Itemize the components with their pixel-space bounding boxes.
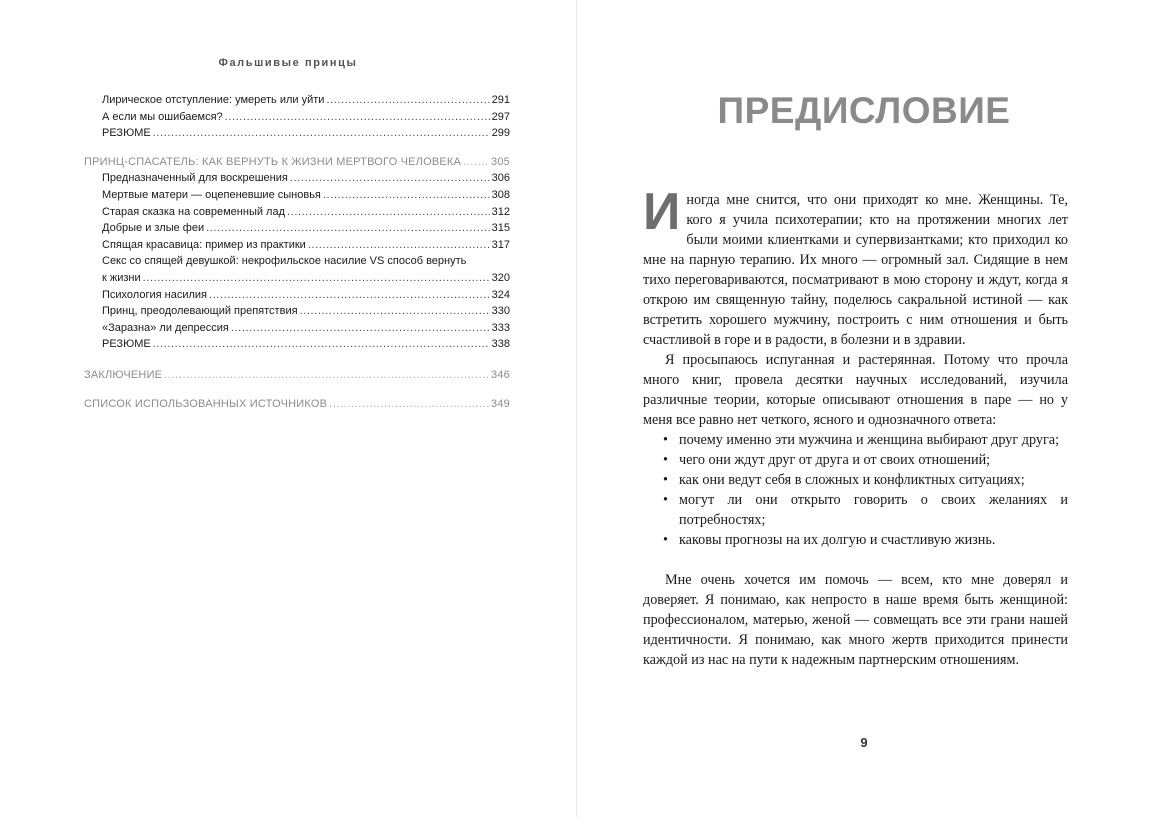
toc-entry-title: Старая сказка на современный лад [102,205,286,218]
toc-entry-title-line2: к жизни [102,271,141,284]
toc-entry[interactable] [84,187,510,204]
toc-entry-title: Психология насилия [102,288,207,301]
toc-entry-title: Предназначенный для воскрешения [102,172,288,185]
toc-entry[interactable] [84,287,510,304]
toc-entry-page: 317 [491,238,510,251]
toc-leader-dots [231,320,490,337]
toc-leader-dots [153,336,490,353]
toc-spacer [84,384,510,396]
toc-entry-page: 338 [491,338,510,351]
toc-entry-title: «Заразна» ли депрессия [102,321,229,334]
right-page [577,0,1151,817]
paragraph-spacer [643,550,1068,570]
toc-entry-page: 330 [491,305,510,318]
toc-entry-page: 315 [491,222,510,235]
toc-entry[interactable] [84,336,510,353]
toc-leader-dots [225,109,490,126]
chapter-title: ПРЕДИСЛОВИЕ [717,90,1011,131]
toc-leader-dots [326,92,489,109]
drop-cap: И [643,183,681,241]
toc-entry-title: РЕЗЮМЕ [102,338,151,351]
list-item: • как они ведут себя в сложных и конфликтных ситуациях; [663,470,1068,490]
toc-entry[interactable] [84,237,510,254]
toc-entry[interactable] [84,109,510,126]
page-number: 9 [860,735,868,750]
toc-entry-page: 333 [491,321,510,334]
paragraph [643,183,1068,350]
toc-chapter-title: ПРИНЦ-СПАСАТЕЛЬ: КАК ВЕРНУТЬ К ЖИЗНИ МЕРТВОГО ЧЕЛОВЕКА [84,155,462,168]
toc-leader-dots [287,204,490,221]
table-of-contents [84,92,510,412]
toc-leader-dots [143,270,490,287]
toc-chapter-page: 305 [491,155,510,168]
toc-leader-dots [164,367,489,384]
toc-entry[interactable] [84,320,510,337]
toc-spacer [84,142,510,154]
toc-entry[interactable] [84,92,510,109]
toc-chapter-page: 349 [491,397,510,410]
toc-leader-dots [206,220,490,237]
toc-entry-title-line1: Секс со спящей девушкой: некрофильское насилие VS способ вернуть [102,255,467,268]
list-item: • почему именно эти мужчина и женщина выбирают друг друга; [663,430,1068,450]
toc-leader-dots [300,303,490,320]
list-item: • каковы прогнозы на их долгую и счастливую жизнь. [663,530,1068,550]
toc-leader-dots [329,396,489,413]
list-item: • могут ли они открыто говорить о своих желаниях и потребностях; [663,490,1068,530]
toc-entry[interactable] [84,170,510,187]
toc-entry-page: 306 [491,172,510,185]
toc-entry-page: 299 [491,127,510,140]
toc-entry-title: Добрые и злые феи [102,222,205,235]
toc-leader-dots [308,237,490,254]
toc-entry-title: Принц, преодолевающий препятствия [102,305,298,318]
toc-chapter-entry[interactable] [84,367,510,384]
toc-entry[interactable] [84,220,510,237]
paragraph: Мне очень хочется им помочь — всем, кто мне доверял и доверяет. Я понимаю, как непросто в наше время быть женщиной: профессионалом, матерью, женой — совмещать все эти грани нашей идентичности. Я понимаю, как много жертв приходится принести каждой из нас на пути к надежным партнерским отношениям. [643,572,1068,668]
toc-entry[interactable] [84,125,510,142]
toc-leader-dots [463,154,489,171]
toc-chapter-entry[interactable] [84,154,510,171]
toc-spacer [84,353,510,367]
toc-entry-page: 297 [491,110,510,123]
toc-chapter-title: СПИСОК ИСПОЛЬЗОВАННЫХ ИСТОЧНИКОВ [84,397,328,410]
toc-entry-page: 308 [491,188,510,201]
bullet-list [643,430,1068,550]
toc-entry-title: РЕЗЮМЕ [102,127,151,140]
body-text [643,183,1068,670]
toc-entry-title: Мертвые матери — оцепеневшие сыновья [102,188,321,201]
toc-entry-page: 320 [491,271,510,284]
toc-entry-page: 312 [491,205,510,218]
toc-leader-dots [153,125,490,142]
toc-chapter-page: 346 [491,368,510,381]
toc-entry[interactable] [84,303,510,320]
toc-entry-title: Лирическое отступление: умереть или уйти [102,94,325,106]
list-item: • чего они ждут друг от друга и от своих отношений; [663,450,1068,470]
toc-leader-dots [290,170,490,187]
toc-entry-page: 291 [491,94,510,106]
toc-entry[interactable] [84,204,510,221]
paragraph: Я просыпаюсь испуганная и растерянная. Потому что прочла много книг, провела десятки научных исследований, изучила различные теории, которые описывают отношения в паре — но у меня все равно нет четкого, ясного и однозначного ответа: [643,352,1068,428]
running-head: Фальшивые принцы [218,57,358,69]
toc-chapter-entry[interactable] [84,396,510,413]
toc-entry-title: А если мы ошибаемся? [102,110,223,123]
toc-entry-wrapped[interactable] [84,253,510,286]
toc-leader-dots [323,187,490,204]
paragraph-text: ногда мне снится, что они приходят ко мне. Женщины. Те, кого я учила психотерапии; кто на протяжении многих лет были моими клиентками и супервизантками; кто приходил ко мне на парную терапию. Их много — огромный зал. Сидящие в нем тихо переговариваются, посматривают в мою сторону и ждут, когда я открою им священную тайну, поделюсь сакральной истиной — как встретить хорошего мужчину, построить с ним отношения и быть счастливой в горе и в радости, в болезни и в здравии. [643,192,1068,348]
toc-leader-dots [209,287,490,304]
toc-entry-title: Спящая красавица: пример из практики [102,238,306,251]
toc-chapter-title: ЗАКЛЮЧЕНИЕ [84,368,163,381]
toc-entry-page: 324 [491,288,510,301]
